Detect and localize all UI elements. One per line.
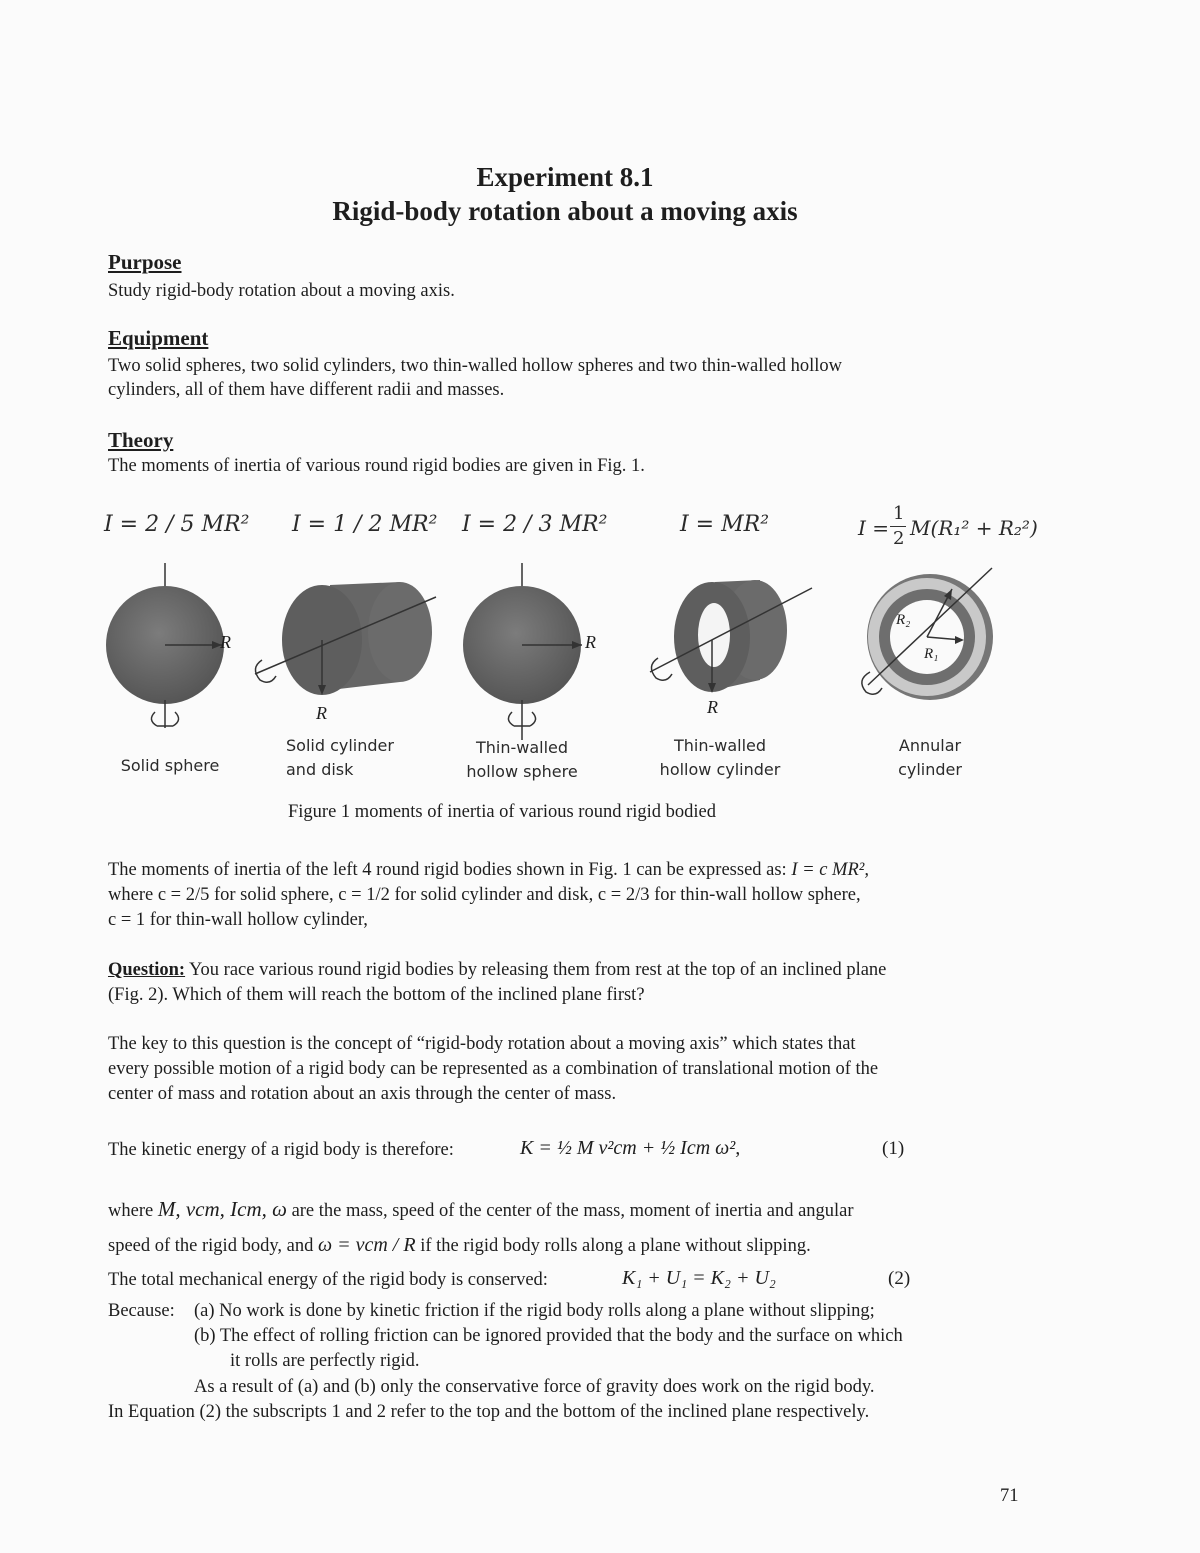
page-number: 71 xyxy=(1000,1486,1019,1506)
equipment-heading: Equipment xyxy=(108,326,209,350)
formula-annular-den: 2 xyxy=(893,528,905,549)
purpose-heading: Purpose xyxy=(108,250,182,274)
key-line-3: center of mass and rotation about an axis through the center of mass. xyxy=(108,1084,617,1104)
result-line: As a result of (a) and (b) only the conservative force of gravity does work on the rigid body. xyxy=(194,1377,875,1397)
solid-cylinder-label-2: and disk xyxy=(286,760,354,779)
theory-heading: Theory xyxy=(108,428,174,452)
subscripts-line: In Equation (2) the subscripts 1 and 2 refer to the top and the bottom of the inclined plane respectively. xyxy=(108,1402,870,1422)
cylinder-radius-label: R xyxy=(316,703,327,723)
formula-annular-rhs: M(R₁² + R₂²) xyxy=(910,516,1038,540)
hollow-cylinder-label-1: Thin-walled xyxy=(673,736,767,755)
question-text: You race various round rigid bodies by releasing them from rest at the top of an inclined plane xyxy=(189,960,887,980)
annular-r1-label: R₁ xyxy=(924,646,939,662)
annular-label-1: Annular xyxy=(898,736,962,755)
figure-caption: Figure 1 moments of inertia of various round rigid bodied xyxy=(288,802,716,822)
moments-line-3: c = 1 for thin-wall hollow cylinder, xyxy=(108,910,368,930)
where-line2-tail: if the rigid body rolls along a plane without slipping. xyxy=(420,1236,811,1256)
hollow-sphere-drawing xyxy=(463,563,582,740)
question-label: Question: xyxy=(108,960,186,980)
solid-sphere-drawing xyxy=(106,563,224,728)
theory-intro: The moments of inertia of various round rigid bodies are given in Fig. 1. xyxy=(108,456,645,476)
equation-number-2: (2) xyxy=(888,1268,911,1289)
hollow-sphere-radius-label: R xyxy=(585,632,596,652)
equipment-line-1: Two solid spheres, two solid cylinders, two thin-walled hollow spheres and two thin-walled hollow xyxy=(108,356,842,376)
page-title: Experiment 8.1 xyxy=(476,162,654,192)
moments-line-2: where c = 2/5 for solid sphere, c = 1/2 for solid cylinder and disk, c = 2/3 for thin-wall hollow sphere, xyxy=(108,885,861,905)
omega-equation: ω = vcm / R xyxy=(317,1234,416,1256)
hollow-sphere-label-1: Thin-walled xyxy=(475,738,569,757)
where-symbols: M, vcm, Icm, ω xyxy=(157,1197,287,1221)
moments-equation: I = c MR², xyxy=(791,860,869,880)
ke-equation: K = ½ M v²cm + ½ Icm ω², xyxy=(520,1137,741,1159)
ke-text: The kinetic energy of a rigid body is therefore: xyxy=(108,1140,454,1160)
sphere-radius-label: R xyxy=(220,632,231,652)
hollow-cylinder-drawing xyxy=(650,580,812,693)
energy-equation: K₁ + U₁ = K₂ + U₂ xyxy=(622,1267,776,1289)
because-a: (a) No work is done by kinetic friction if the rigid body rolls along a plane without slipping; xyxy=(194,1301,875,1321)
hollow-sphere-label-2: hollow sphere xyxy=(466,762,578,781)
question-line-2: (Fig. 2). Which of them will reach the bottom of the inclined plane first? xyxy=(108,985,645,1005)
moments-text: The moments of inertia of the left 4 round rigid bodies shown in Fig. 1 can be expressed as: xyxy=(108,860,787,880)
equipment-line-2: cylinders, all of them have different radii and masses. xyxy=(108,380,505,400)
annular-r2-label: R₂ xyxy=(896,612,911,628)
formula-hollow-cylinder: I = MR² xyxy=(680,512,770,537)
purpose-text: Study rigid-body rotation about a moving axis. xyxy=(108,281,455,301)
because-b-line-2: it rolls are perfectly rigid. xyxy=(230,1351,420,1371)
solid-cylinder-drawing xyxy=(255,582,436,695)
formula-annular-num: 1 xyxy=(893,503,905,524)
formula-solid-cylinder: I = 1 / 2 MR² xyxy=(292,512,438,537)
formula-annular-lhs: I = xyxy=(858,516,890,540)
formula-solid-sphere: I = 2 / 5 MR² xyxy=(104,512,250,537)
hollow-cylinder-label-2: hollow cylinder xyxy=(659,760,781,779)
moments-line-1 xyxy=(108,858,869,883)
where-line-2 xyxy=(108,1233,811,1259)
where-line2-text: speed of the rigid body, and xyxy=(108,1236,314,1256)
page-subtitle: Rigid-body rotation about a moving axis xyxy=(332,196,798,226)
key-line-1: The key to this question is the concept of “rigid-body rotation about a moving axis” which states that xyxy=(108,1034,856,1054)
annular-label-2: cylinder xyxy=(898,760,962,779)
where-word: where xyxy=(108,1201,154,1221)
formula-hollow-sphere: I = 2 / 3 MR² xyxy=(462,512,608,537)
because-b-line-1: (b) The effect of rolling friction can be ignored provided that the body and the surface on which xyxy=(194,1326,903,1346)
key-line-2: every possible motion of a rigid body can be represented as a combination of translational motion of the xyxy=(108,1059,879,1079)
energy-text: The total mechanical energy of the rigid body is conserved: xyxy=(108,1270,548,1290)
solid-cylinder-label-1: Solid cylinder xyxy=(286,736,394,755)
where-description: are the mass, speed of the center of the mass, moment of inertia and angular xyxy=(291,1201,854,1221)
where-line-1 xyxy=(108,1197,854,1224)
solid-sphere-label: Solid sphere xyxy=(120,756,220,775)
annular-cylinder-drawing xyxy=(862,568,993,700)
hollow-cylinder-radius-label: R xyxy=(707,697,718,717)
equation-number-1: (1) xyxy=(882,1138,905,1159)
because-label: Because: xyxy=(108,1301,175,1321)
question-line-1 xyxy=(108,958,886,983)
